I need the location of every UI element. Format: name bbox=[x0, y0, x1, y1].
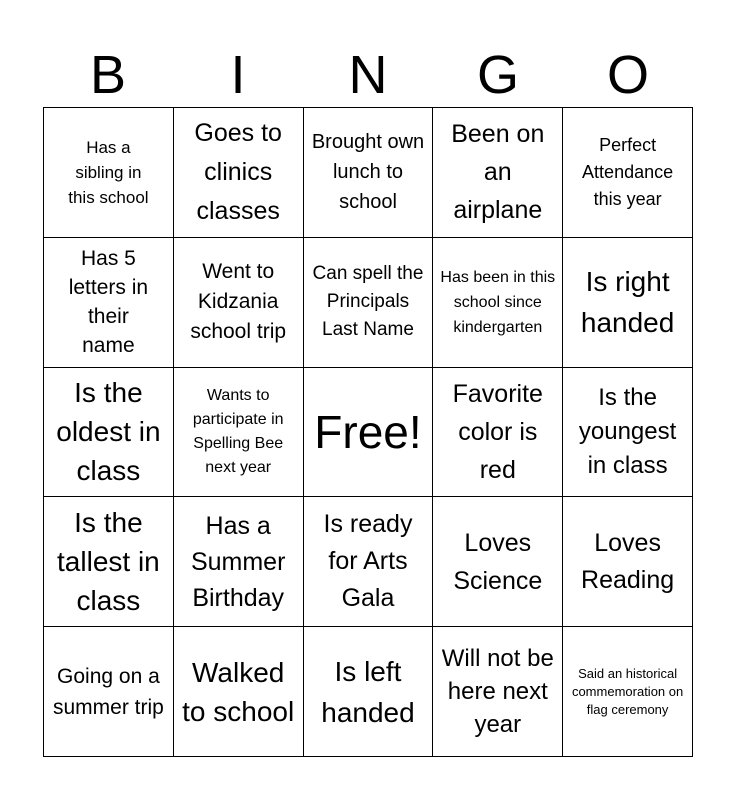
bingo-cell[interactable] bbox=[433, 368, 563, 498]
cell-text: Said an historical commemoration on flag ceremony bbox=[571, 665, 684, 717]
bingo-cell[interactable] bbox=[563, 108, 693, 238]
bingo-cell[interactable] bbox=[174, 627, 304, 757]
bingo-cell[interactable] bbox=[174, 497, 304, 627]
cell-text: Has 5 letters in their name bbox=[68, 247, 149, 358]
cell-text: Is the tallest in class bbox=[57, 507, 160, 617]
bingo-cell[interactable] bbox=[433, 497, 563, 627]
cell-text: Went to Kidzania school trip bbox=[190, 260, 287, 344]
bingo-cell[interactable] bbox=[304, 238, 434, 368]
header-letter-b: B bbox=[89, 45, 127, 105]
header-letter-n: N bbox=[348, 45, 388, 105]
cell-text: Going on a summer trip bbox=[52, 664, 164, 719]
cell-text: Is left handed bbox=[321, 655, 415, 728]
cell-text: Is ready for Arts Gala bbox=[323, 510, 413, 613]
bingo-cell[interactable] bbox=[174, 238, 304, 368]
cell-text: Can spell the Principals Last Name bbox=[312, 263, 424, 341]
bingo-cell[interactable] bbox=[433, 627, 563, 757]
cell-text: Will not be here next year bbox=[441, 645, 554, 739]
bingo-cell[interactable] bbox=[304, 497, 434, 627]
bingo-cell[interactable] bbox=[563, 497, 693, 627]
bingo-cell[interactable] bbox=[563, 368, 693, 498]
cell-text: Wants to participate in Spelling Bee next year bbox=[192, 386, 284, 476]
bingo-cell[interactable] bbox=[44, 627, 174, 757]
cell-text: Brought own lunch to school bbox=[311, 131, 425, 214]
header-letter-i: I bbox=[230, 45, 246, 105]
bingo-cell[interactable] bbox=[174, 368, 304, 498]
bingo-cell[interactable] bbox=[433, 238, 563, 368]
cell-text: Goes to clinics classes bbox=[194, 118, 282, 225]
bingo-cell[interactable] bbox=[174, 108, 304, 238]
cell-text: Is the oldest in class bbox=[56, 377, 161, 487]
bingo-cell[interactable] bbox=[44, 108, 174, 238]
bingo-cell[interactable] bbox=[563, 238, 693, 368]
cell-text: Walked to school bbox=[182, 656, 295, 727]
cell-text: Loves Science bbox=[453, 528, 543, 595]
bingo-cell[interactable] bbox=[433, 108, 563, 238]
bingo-cell[interactable] bbox=[44, 368, 174, 498]
header-letter-g: G bbox=[476, 45, 519, 105]
cell-text: Has a sibling in this school bbox=[68, 137, 149, 207]
free-space[interactable] bbox=[304, 368, 434, 498]
bingo-cell[interactable] bbox=[563, 627, 693, 757]
bingo-cell[interactable] bbox=[304, 627, 434, 757]
bingo-cell[interactable] bbox=[44, 497, 174, 627]
bingo-grid bbox=[43, 107, 693, 757]
cell-text: Has been in this school since kindergarten bbox=[440, 268, 556, 336]
cell-text: Is the youngest in class bbox=[578, 383, 677, 479]
cell-text: Is right handed bbox=[580, 266, 675, 339]
bingo-header bbox=[43, 44, 693, 106]
cell-text: Been on an airplane bbox=[451, 120, 545, 225]
header-letter-o: O bbox=[606, 45, 649, 105]
cell-text: Loves Reading bbox=[581, 528, 675, 594]
free-space-text: Free! bbox=[314, 405, 422, 458]
bingo-cell[interactable] bbox=[44, 238, 174, 368]
cell-text: Has a Summer Birthday bbox=[190, 511, 286, 612]
bingo-cell[interactable] bbox=[304, 108, 434, 238]
cell-text: Perfect Attendance this year bbox=[582, 134, 674, 209]
cell-text: Favorite color is red bbox=[452, 379, 543, 484]
